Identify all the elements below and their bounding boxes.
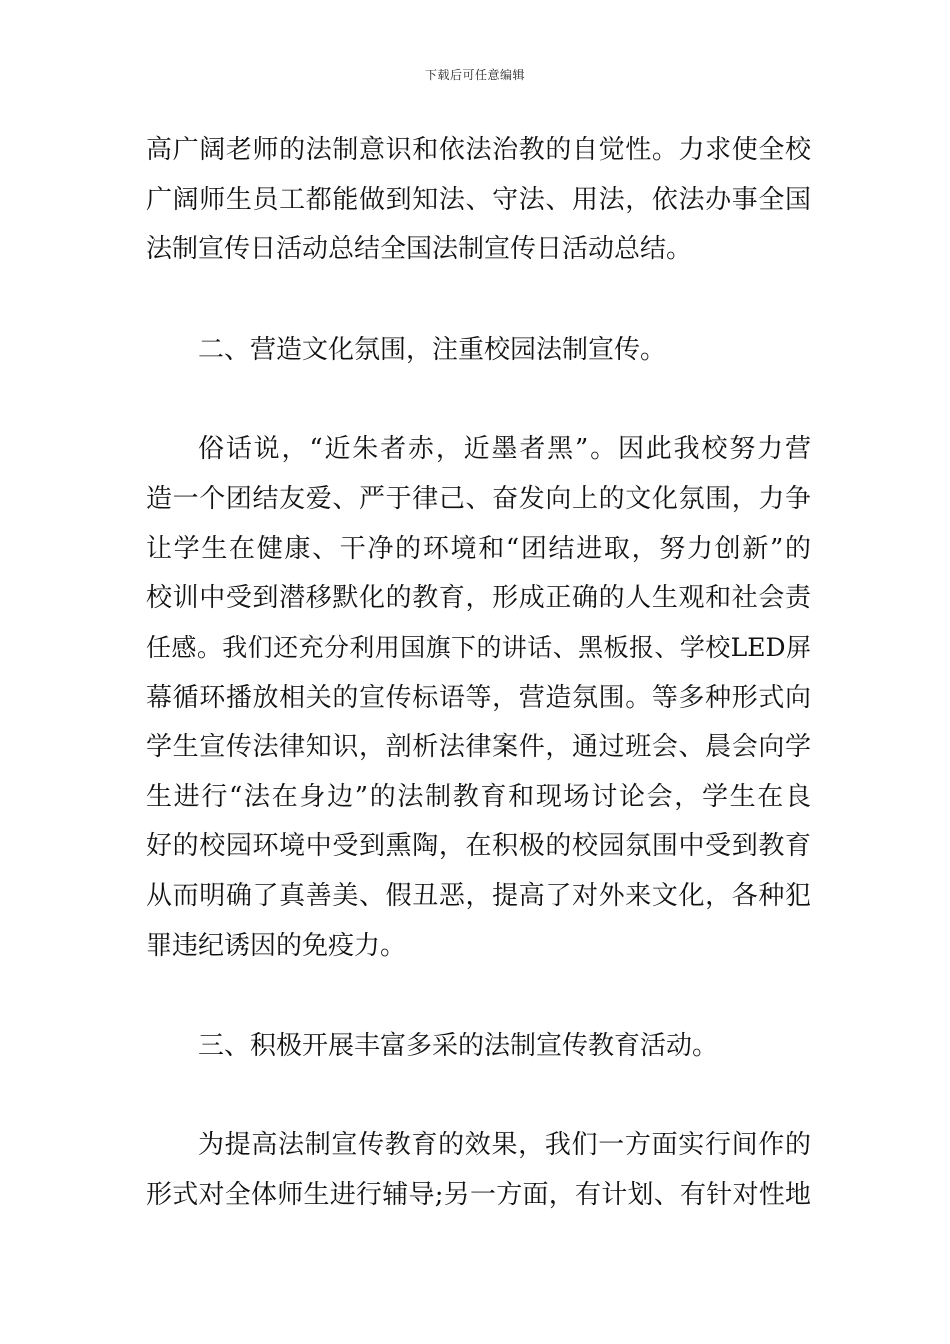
text-line: 高广阔老师的法制意识和依法治教的自觉性。力求使全校 [146, 135, 811, 165]
text-line: 生进行“法在身边”的法制教育和现场讨论会，学生在良 [146, 782, 811, 812]
text-line: 学生宣传法律知识，剖析法律案件，通过班会、晨会向学 [146, 732, 811, 762]
text-line: 广阔师生员工都能做到知法、守法、用法，依法办事全国 [146, 185, 811, 215]
text-line: 造一个团结友爱、严于律己、奋发向上的文化氛围，力争 [146, 484, 811, 514]
text-line: 为提高法制宣传教育的效果，我们一方面实行间作的 [198, 1130, 811, 1160]
text-line: 形式对全体师生进行辅导;另一方面，有计划、有针对性地 [146, 1180, 811, 1210]
text-line: 罪违纪诱因的免疫力。 [146, 931, 407, 961]
text-line: 俗话说，“近朱者赤，近墨者黑”。因此我校努力营 [198, 434, 811, 464]
text-line: 好的校园环境中受到熏陶，在积极的校园氛围中受到教育 [146, 831, 811, 861]
section-heading: 二、营造文化氛围，注重校园法制宣传。 [198, 335, 667, 365]
text-line: 让学生在健康、干净的环境和“团结进取，努力创新”的 [146, 534, 811, 564]
page-header: 下载后可任意编辑 [424, 68, 525, 82]
text-line: 幕循环播放相关的宣传标语等，营造氛围。等多种形式向 [146, 683, 811, 713]
text-line: 从而明确了真善美、假丑恶，提高了对外来文化，各种犯 [146, 881, 811, 911]
text-line: 校训中受到潜移默化的教育，形成正确的人生观和社会责 [146, 583, 811, 613]
section-heading: 三、积极开展丰富多采的法制宣传教育活动。 [198, 1031, 719, 1061]
text-line: 任感。我们还充分利用国旗下的讲话、黑板报、学校LED屏 [146, 633, 811, 662]
text-line: 法制宣传日活动总结全国法制宣传日活动总结。 [146, 234, 693, 264]
